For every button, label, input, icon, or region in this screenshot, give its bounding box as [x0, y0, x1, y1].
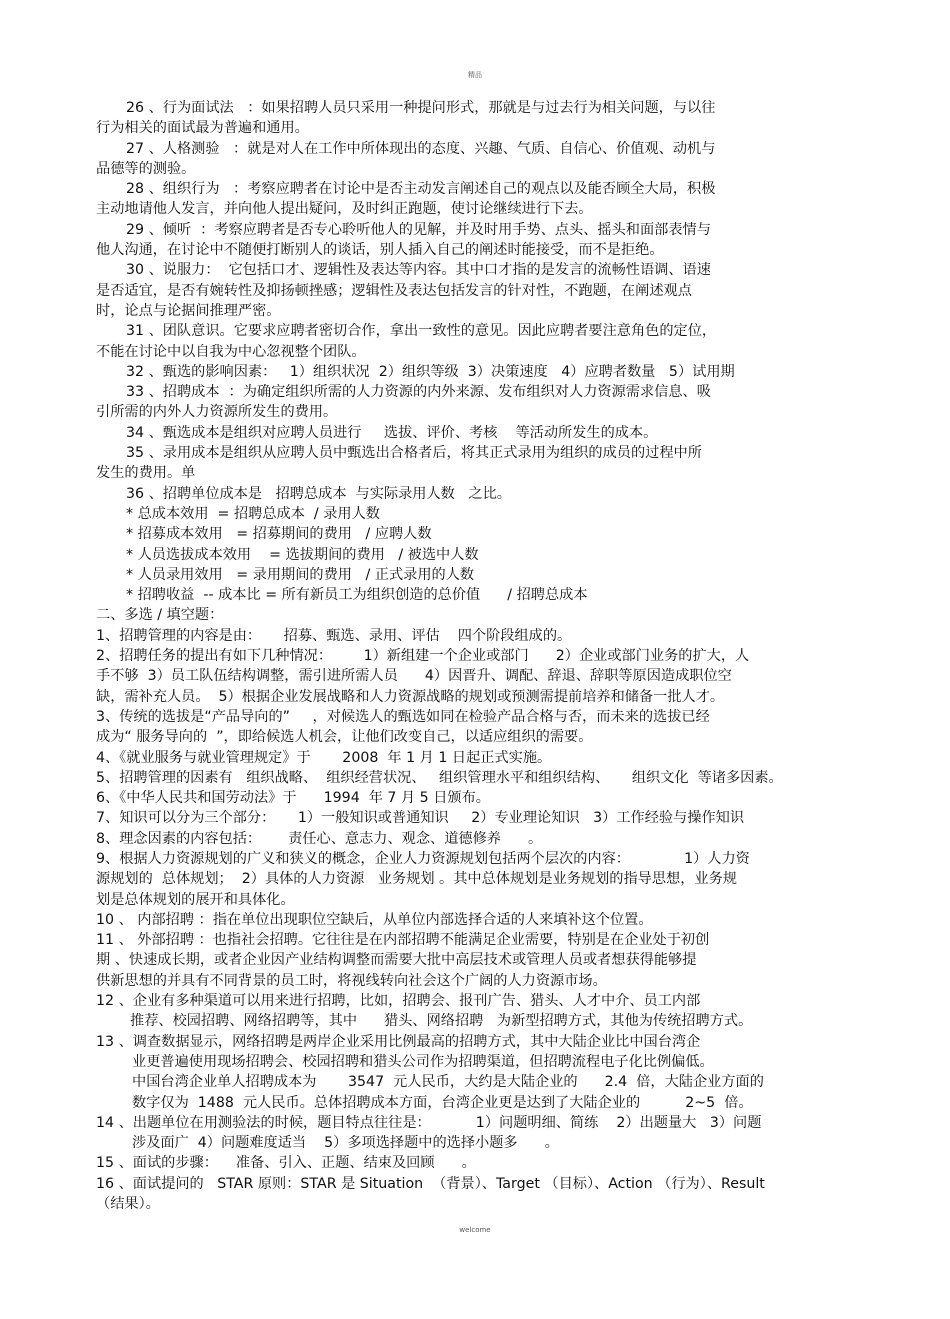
- text-line: 品德等的测验。: [96, 160, 196, 177]
- text-line: 33 、招聘成本 ：为确定组织所需的人力资源的内外来源、发布组织对人力资源需求信息、吸: [126, 384, 711, 401]
- text-line: * 总成本效用 = 招聘总成本 / 录用人数: [126, 505, 380, 522]
- text-line: 11 、 外部招聘 ：也指社会招聘。它往往是在内部招聘不能满足企业需要，特别是在企业处于初创: [96, 932, 710, 949]
- text-line: 时，论点与论据间推理严密。: [96, 302, 281, 319]
- text-line: 32 、甄选的影响因素： 1）组织状况 2）组织等级 3）决策速度 4）应聘者数量 5）试用期: [126, 363, 735, 380]
- text-line: 供新思想的并具有不同背景的员工时，将视线转向社会这个广阔的人力资源市场。: [96, 972, 607, 989]
- text-line: * 人员录用效用 = 录用期间的费用 / 正式录用的人数: [126, 566, 475, 583]
- text-line: 12 、企业有多种渠道可以用来进行招聘，比如，招聘会、报刊广告、猎头、人才中介、员工内部: [96, 993, 701, 1010]
- text-line: 35 、录用成本是组织从应聘人员中甄选出合格者后，将其正式录用为组织的成员的过程中所: [126, 445, 702, 462]
- text-line: 源规划的 总体规划； 2）具体的人力资源 业务规划 。其中总体规划是业务规划的指导思想，业务规: [96, 871, 737, 888]
- text-line: 行为相关的面试最为普遍和通用。: [96, 120, 309, 137]
- text-line: 36 、招聘单位成本是 招聘总成本 与实际录用人数 之比。: [126, 485, 511, 502]
- text-line: 涉及面广 4）问题难度适当 5）多项选择题中的选择小题多 。: [132, 1135, 559, 1152]
- text-line: 16 、面试提问的 STAR 原则：STAR 是 Situation （背景）、Target （目标）、Action （行为）、Result: [96, 1175, 765, 1192]
- text-line: 成为“ 服务导向的 ”，即给候选人机会，让他们改变自己，以适应组织的需要。: [96, 729, 593, 746]
- text-line: 8、理念因素的内容包括： 责任心、意志力、观念、道德修养 。: [96, 830, 543, 847]
- text-line: 手不够 3）员工队伍结构调整，需引进所需人员 4）因晋升、调配、辞退、辞职等原因造成职位空: [96, 668, 732, 685]
- text-line: 中国台湾企业单人招聘成本为 3547 元人民币，大约是大陆企业的 2.4 倍，大陆企业方面的: [132, 1074, 764, 1091]
- text-line: 6、《中华人民共和国劳动法》于 1994 年 7 月 5 日颁布。: [96, 790, 490, 807]
- text-line: 推荐、校园招聘、网络招聘等，其中 猎头、网络招聘 为新型招聘方式，其他为传统招聘方式。: [130, 1013, 753, 1030]
- text-line: 3、传统的选拔是“产品导向的” ，对候选人的甄选如同在检验产品合格与否，而未来的选拔已经: [96, 708, 710, 725]
- text-line: * 招募成本效用 = 招募期间的费用 / 应聘人数: [126, 526, 432, 543]
- text-line: 10 、 内部招聘 ：指在单位出现职位空缺后，从单位内部选择合适的人来填补这个位置。: [96, 911, 653, 928]
- text-line: （结果）。: [96, 1196, 160, 1213]
- text-line: 他人沟通，在讨论中不随便打断别人的谈话，别人插入自己的阐述时能接受，而不是拒绝。: [96, 242, 664, 259]
- text-line: 28 、组织行为 ：考察应聘者在讨论中是否主动发言阐述自己的观点以及能否顾全大局，积极: [126, 181, 716, 198]
- text-line: 业更普遍使用现场招聘会、校园招聘和猎头公司作为招聘渠道，但招聘流程电子化比例偏低。: [132, 1053, 714, 1070]
- text-line: 29 、倾听 ：考察应聘者是否专心聆听他人的见解，并及时用手势、点头、摇头和面部表情与: [126, 221, 711, 238]
- text-line: 缺，需补充人员。 5）根据企业发展战略和人力资源战略的规划或预测需提前培养和储备一批人才。: [96, 688, 725, 705]
- text-line: 26 、行为面试法 ：如果招聘人员只采用一种提问形式，那就是与过去行为相关问题，与以往: [126, 100, 716, 116]
- text-line: 数字仅为 1488 元人民币。总体招聘成本方面，台湾企业更是达到了大陆企业的 2~5 倍。: [132, 1094, 753, 1111]
- footer-watermark: welcome: [459, 1226, 491, 1234]
- text-line: 13 、调查数据显示，网络招聘是两岸企业采用比例最高的招聘方式，其中大陆企业比中国台湾企: [96, 1033, 701, 1050]
- text-line: 划是总体规划的展开和具体化。: [96, 891, 295, 908]
- text-line: 5、招聘管理的因素有 组织战略、 组织经营状况、 组织管理水平和组织结构、 组织文化 等诸多因素。: [96, 769, 783, 786]
- text-line: 主动地请他人发言，并向他人提出疑问，及时纠正跑题，使讨论继续进行下去。: [96, 201, 593, 218]
- text-line: 发生的费用。单: [96, 465, 196, 482]
- text-line: 1、招聘管理的内容是由： 招募、甄选、录用、评估 四个阶段组成的。: [96, 627, 572, 644]
- text-line: * 人员选拔成本效用 = 选拔期间的费用 / 被选中人数: [126, 546, 479, 563]
- text-line: 二、多选 / 填空题：: [96, 607, 224, 624]
- text-line: 2、招聘任务的提出有如下几种情况： 1）新组建一个企业或部门 2）企业或部门业务的扩大，人: [96, 648, 750, 665]
- text-line: 34 、甄选成本是组织对应聘人员进行 选拔、评价、考核 等活动所发生的成本。: [126, 424, 658, 441]
- text-line: 4、《就业服务与就业管理规定》于 2008 年 1 月 1 日起正式实施。: [96, 749, 552, 766]
- text-line: * 招聘收益 -- 成本比 = 所有新员工为组织创造的总价值 / 招聘总成本: [126, 587, 588, 604]
- text-line: 是否适宜，是否有婉转性及抑扬顿挫感；逻辑性及表达包括发言的针对性，不跑题，在阐述观点: [96, 282, 692, 299]
- document-body: [96, 98, 866, 1214]
- text-line: 15 、面试的步骤： 准备、引入、正题、结束及回顾 。: [96, 1155, 476, 1172]
- text-line: 7、知识可以分为三个部分： 1）一般知识或普通知识 2）专业理论知识 3）工作经验与操作知识: [96, 810, 745, 827]
- text-line: 31 、团队意识。它要求应聘者密切合作，拿出一致性的意见。因此应聘者要注意角色的定位，: [126, 323, 717, 340]
- text-line: 引所需的内外人力资源所发生的费用。: [96, 404, 338, 421]
- text-line: 27 、人格测验 ：就是对人在工作中所体现出的态度、兴趣、气质、自信心、价值观、动机与: [126, 140, 716, 157]
- text-line: 14 、出题单位在用测验法的时候，题目特点往往是： 1）问题明细、简练 2）出题量大 3）问题: [96, 1114, 762, 1131]
- text-line: 不能在讨论中以自我为中心忽视整个团队。: [96, 343, 366, 360]
- header-watermark: 精品: [468, 71, 482, 79]
- text-line: 30 、说服力： 它包括口才、逻辑性及表达等内容。其中口才指的是发言的流畅性语调、语速: [126, 262, 711, 279]
- text-line: 9、根据人力资源规划的广义和狭义的概念，企业人力资源规划包括两个层次的内容： 1）人力资: [96, 850, 750, 867]
- text-line: 期 、快速成长期，或者企业因产业结构调整而需要大批中高层技术或管理人员或者想获得能够提: [96, 952, 697, 969]
